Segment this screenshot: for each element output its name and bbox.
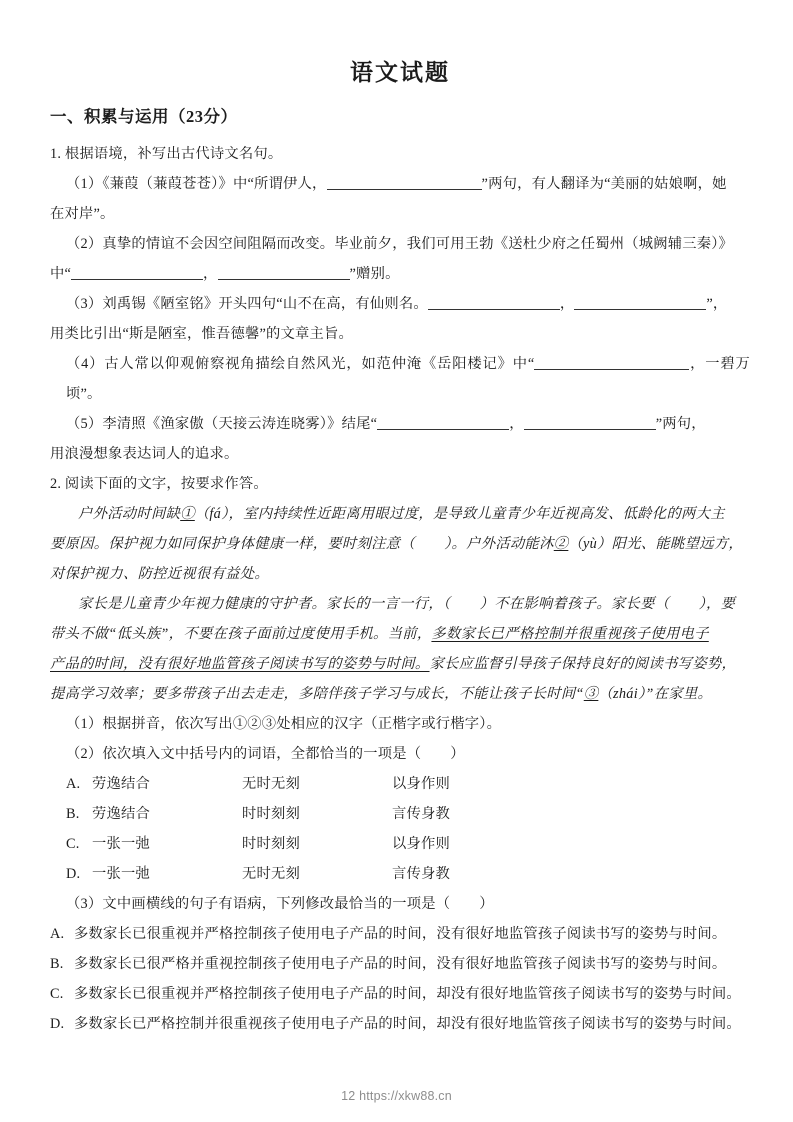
q1-item2-post: ”赠别。 bbox=[349, 265, 400, 282]
question-2-sub-2-options bbox=[50, 769, 750, 889]
option-b-wide-label: B. bbox=[50, 955, 64, 972]
q1-item2-mid: ， bbox=[203, 265, 218, 282]
article-paragraph-2-line2 bbox=[50, 619, 750, 649]
article-paragraph-2-line4 bbox=[50, 679, 750, 709]
option-a-col1: 劳逸结合 bbox=[92, 775, 150, 792]
option-d-col3: 言传身教 bbox=[392, 865, 450, 882]
question-1-item-2: （2）真挚的情谊不会因空间阻隔而改变。毕业前夕，我们可用王勃《送杜少府之任蜀州（城阙辅三秦）》 bbox=[66, 235, 734, 252]
q1-item1-pre: （1）《蒹葭（蒹葭苍苍）》中“所谓伊人， bbox=[66, 175, 327, 192]
question-1-item-2-line2 bbox=[50, 259, 750, 289]
underlined-sentence-part1: 多数家长已严格控制并很重视孩子使用电子 bbox=[431, 625, 709, 642]
pinyin-marker-3: ③ bbox=[583, 685, 599, 702]
question-1-item-3 bbox=[50, 289, 750, 319]
option-a-label: A. bbox=[66, 775, 81, 792]
q1-item2-pre: 中“ bbox=[50, 265, 72, 282]
q1-item5-pre: （5）李清照《渔家傲（天接云涛连晓雾）》结尾“ bbox=[66, 415, 378, 432]
question-1-item-1 bbox=[50, 169, 750, 199]
option-d-label: D. bbox=[66, 865, 81, 882]
option-d-col1: 一张一弛 bbox=[92, 865, 150, 882]
question-2-sub-3-options bbox=[50, 919, 750, 1039]
article-paragraph-2-line3 bbox=[50, 649, 750, 679]
pinyin-marker-1: ① bbox=[180, 505, 195, 522]
question-1-stem: 1. 根据语境，补写出古代诗文名句。 bbox=[50, 145, 283, 162]
option-c-col2: 时时刻刻 bbox=[242, 835, 300, 852]
q1-item3-post: ”， bbox=[706, 295, 728, 312]
option-a-wide[interactable] bbox=[50, 919, 750, 949]
article-p1-a: 户外活动时间缺 bbox=[78, 505, 181, 522]
option-d-wide-text: 多数家长已严格控制并很重视孩子使用电子产品的时间，却没有很好地监管孩子阅读书写的姿势与时间。 bbox=[74, 1015, 741, 1032]
option-a-col2: 无时无刻 bbox=[242, 775, 300, 792]
article-paragraph-1-line3: 对保护视力、防控近视很有益处。 bbox=[50, 565, 269, 582]
option-a-col3: 以身作则 bbox=[392, 775, 450, 792]
answer-blank[interactable] bbox=[327, 174, 482, 190]
answer-blank[interactable] bbox=[574, 294, 706, 310]
option-c-wide-text: 多数家长已很重视并严格控制孩子使用电子产品的时间，却没有很好地监管孩子阅读书写的姿势与时间。 bbox=[74, 985, 741, 1002]
option-b[interactable] bbox=[50, 799, 750, 829]
q1-item4-post: ，一碧万顷”。 bbox=[66, 355, 750, 402]
question-1-item-3-line2: 用类比引出“斯是陋室，惟吾德馨”的文章主旨。 bbox=[50, 325, 354, 342]
article-paragraph-1-line1 bbox=[50, 499, 750, 529]
article-p2-line3-b: 家长应监督引导孩子保持良好的阅读书写姿势， bbox=[429, 655, 737, 672]
q1-item3-pre: （3）刘禹锡《陋室铭》开头四句“山不在高，有仙则名。 bbox=[66, 295, 428, 312]
option-a[interactable] bbox=[50, 769, 750, 799]
page-content bbox=[50, 58, 750, 1039]
page-title: 语文试题 bbox=[350, 60, 450, 85]
option-b-col1: 劳逸结合 bbox=[92, 805, 150, 822]
article-p1-b: （fá），室内持续性近距离用眼过度，是导致儿童青少年近视高发、低龄化的两大主 bbox=[194, 505, 725, 522]
pinyin-marker-2: ② bbox=[553, 535, 569, 552]
option-a-wide-text: 多数家长已很重视并严格控制孩子使用电子产品的时间，没有很好地监管孩子阅读书写的姿势与时间。 bbox=[74, 925, 727, 942]
option-c-wide-label: C. bbox=[50, 985, 64, 1002]
question-1-item-4 bbox=[50, 349, 750, 409]
option-b-col3: 言传身教 bbox=[392, 805, 450, 822]
option-b-label: B. bbox=[66, 805, 80, 822]
article-p1-line2-a: 要原因。保护视力如同保护身体健康一样，要时刻注意（ ）。户外活动能沐 bbox=[50, 535, 554, 552]
option-d-wide-label: D. bbox=[50, 1015, 65, 1032]
option-c[interactable] bbox=[50, 829, 750, 859]
question-2-stem: 2. 阅读下面的文字，按要求作答。 bbox=[50, 475, 268, 492]
question-2-sub-1: （1）根据拼音，依次写出①②③处相应的汉字（正楷字或行楷字）。 bbox=[66, 715, 502, 732]
option-c-label: C. bbox=[66, 835, 80, 852]
question-1-item-1-line2: 在对岸”。 bbox=[50, 205, 115, 222]
answer-blank[interactable] bbox=[428, 294, 560, 310]
answer-blank[interactable] bbox=[534, 354, 689, 370]
underlined-sentence-part2: 产品的时间，没有很好地监管孩子阅读书写的姿势与时间。 bbox=[50, 655, 430, 672]
article-paragraph-2-line1: 家长是儿童青少年视力健康的守护者。家长的一言一行，（ ）不在影响着孩子。家长要（ ），要 bbox=[78, 595, 736, 612]
answer-blank[interactable] bbox=[71, 264, 203, 280]
option-c-wide[interactable] bbox=[50, 979, 750, 1009]
option-d[interactable] bbox=[50, 859, 750, 889]
option-c-col1: 一张一弛 bbox=[92, 835, 150, 852]
article-p2-line2-a: 带头不做“低头族”，不要在孩子面前过度使用手机。当前， bbox=[50, 625, 432, 642]
article-p2-line4-a: 提高学习效率；要多带孩子出去走走，多陪伴孩子学习与成长，不能让孩子长时间“ bbox=[50, 685, 584, 702]
article-paragraph-1-line2 bbox=[50, 529, 750, 559]
option-a-wide-label: A. bbox=[50, 925, 65, 942]
q1-item5-mid: ， bbox=[509, 415, 524, 432]
option-c-col3: 以身作则 bbox=[392, 835, 450, 852]
article-p1-line2-b: （yù）阳光、能眺望远方， bbox=[568, 535, 744, 552]
option-b-wide[interactable] bbox=[50, 949, 750, 979]
question-2-sub-2: （2）依次填入文中括号内的词语，全都恰当的一项是（ ） bbox=[66, 745, 465, 762]
q1-item3-mid: ， bbox=[559, 295, 575, 312]
option-d-wide[interactable] bbox=[50, 1009, 750, 1039]
q1-item4-pre: （4）古人常以仰观俯察视角描绘自然风光，如范仲淹《岳阳楼记》中“ bbox=[66, 355, 535, 372]
page-footer: 12 https://xkw88.cn bbox=[341, 1089, 452, 1103]
option-b-wide-text: 多数家长已很严格并重视控制孩子使用电子产品的时间，没有很好地监管孩子阅读书写的姿势与时间。 bbox=[74, 955, 727, 972]
answer-blank[interactable] bbox=[377, 414, 509, 430]
q1-item1-post: ”两句，有人翻译为“美丽的姑娘啊，她 bbox=[481, 175, 727, 192]
option-b-col2: 时时刻刻 bbox=[242, 805, 300, 822]
question-1-item-5-line2: 用浪漫想象表达词人的追求。 bbox=[50, 445, 239, 462]
question-1-item-5 bbox=[50, 409, 750, 439]
answer-blank[interactable] bbox=[524, 414, 656, 430]
q1-item5-post: ”两句， bbox=[655, 415, 706, 432]
article-p2-line4-b: （zhái）”在家里。 bbox=[598, 685, 713, 702]
question-2-sub-3: （3）文中画横线的句子有语病，下列修改最恰当的一项是（ ） bbox=[66, 895, 494, 912]
section-heading: 一、积累与运用（23分） bbox=[50, 106, 238, 126]
answer-blank[interactable] bbox=[218, 264, 350, 280]
option-d-col2: 无时无刻 bbox=[242, 865, 300, 882]
